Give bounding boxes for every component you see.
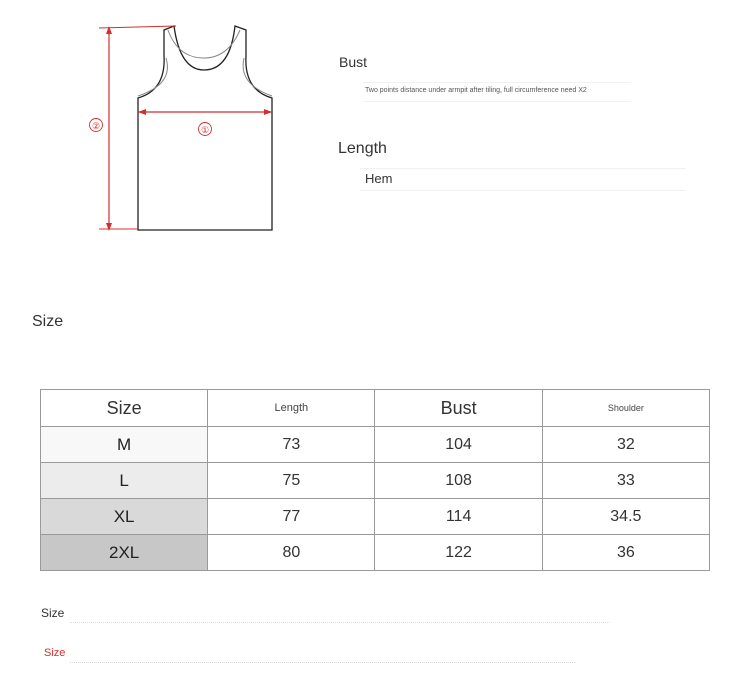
divider: [360, 168, 686, 169]
table-header-cell: Shoulder: [542, 390, 709, 427]
table-cell: 36: [542, 535, 709, 571]
tank-top-diagram: [80, 18, 280, 238]
section-title: Size: [32, 313, 64, 330]
size-warning-note: Size: [44, 647, 66, 659]
table-cell: 122: [375, 535, 542, 571]
length-arrow-bottom-head: [106, 223, 112, 231]
table-cell-size: XL: [41, 499, 208, 535]
table-cell: 75: [208, 463, 375, 499]
table-cell: 77: [208, 499, 375, 535]
size-table: [40, 389, 710, 571]
length-note: Hem: [365, 171, 393, 186]
table-cell: 32: [542, 427, 709, 463]
size-note: Size: [41, 606, 65, 620]
divider: [363, 82, 631, 83]
table-header-cell: Length: [208, 390, 375, 427]
divider: [360, 190, 686, 191]
table-cell: 34.5: [542, 499, 709, 535]
bust-note: Two points distance under armpit after tiling, full circumference need X2: [365, 87, 587, 94]
table-cell-size: L: [41, 463, 208, 499]
divider: [70, 622, 610, 624]
divider: [363, 101, 631, 102]
table-cell: 108: [375, 463, 542, 499]
length-marker: ②: [91, 121, 101, 131]
table-row: [41, 427, 710, 463]
length-title: Length: [338, 140, 387, 157]
table-header-cell: Size: [41, 390, 208, 427]
table-header-row: [41, 390, 710, 427]
bust-title: Bust: [339, 54, 368, 70]
divider: [70, 662, 575, 664]
table-row: [41, 535, 710, 571]
table-cell: 73: [208, 427, 375, 463]
table-cell: 33: [542, 463, 709, 499]
table-cell: 80: [208, 535, 375, 571]
table-header-cell: Bust: [375, 390, 542, 427]
table-cell-size: 2XL: [41, 535, 208, 571]
table-row: [41, 463, 710, 499]
length-top-guide: [99, 26, 176, 28]
table-cell-size: M: [41, 427, 208, 463]
table-cell: 104: [375, 427, 542, 463]
bust-marker: ①: [200, 125, 210, 135]
table-row: [41, 499, 710, 535]
table-cell: 114: [375, 499, 542, 535]
